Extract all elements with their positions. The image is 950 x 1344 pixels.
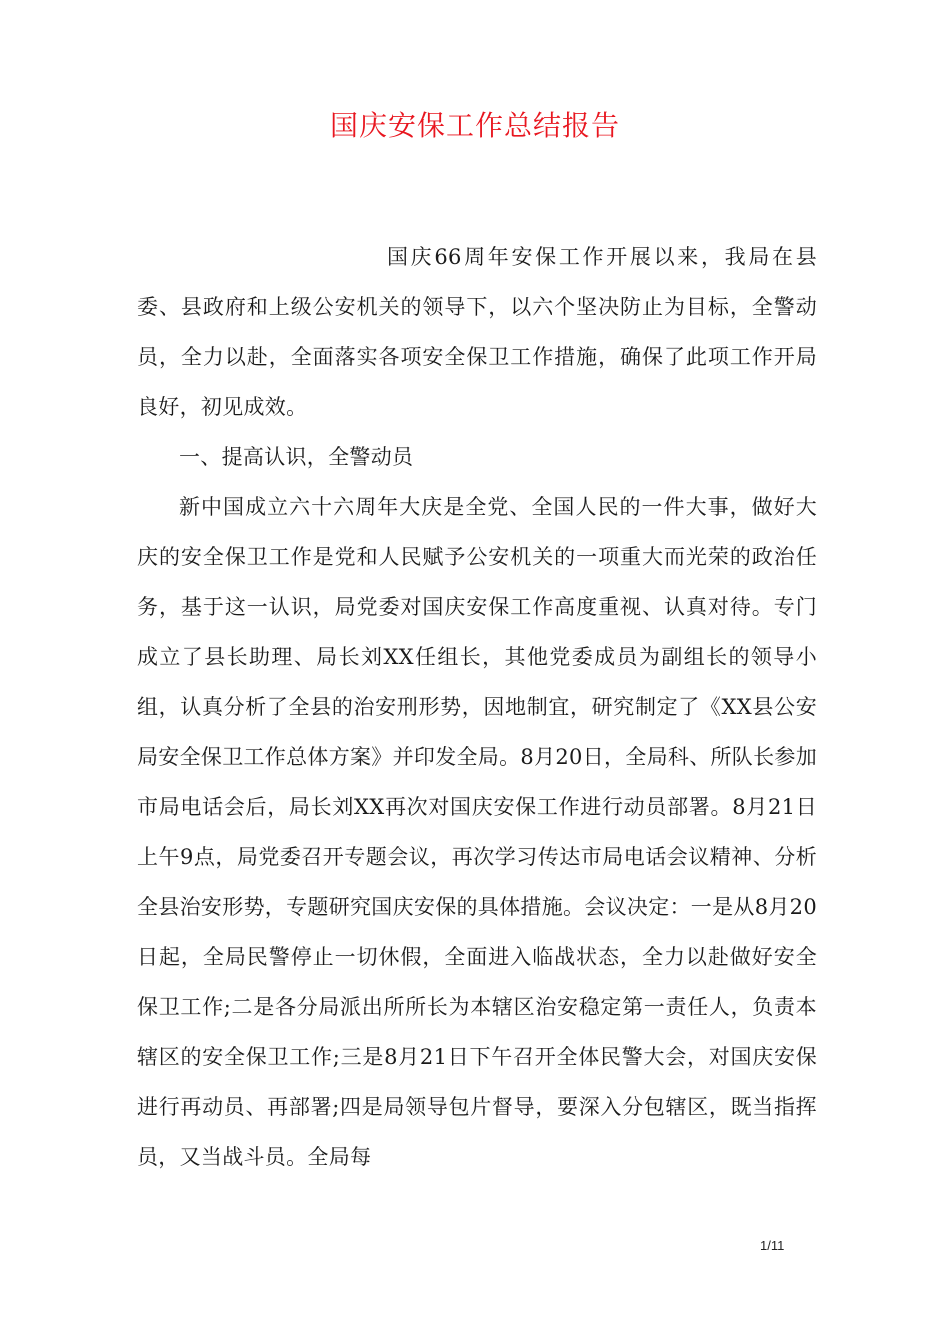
body-paragraph: 新中国成立六十六周年大庆是全党、全国人民的一件大事，做好大庆的安全保卫工作是党和人民赋予公安机关的一项重大而光荣的政治任务，基于这一认识，局党委对国庆安保工作高度重视、认真对待。专门成立了县长助理、局长刘XX任组长，其他党委成员为副组长的领导小组，认真分析了全县的治安刑形势，因地制宜，研究制定了《XX县公安局安全保卫工作总体方案》并印发全局。8月20日，全局科、所队长参加市局电话会后，局长刘XX再次对国庆安保工作进行动员部署。8月21日上午9点，局党委召开专题会议，再次学习传达市局电话会议精神、分析全县治安形势，专题研究国庆安保的具体措施。会议决定：一是从8月20日起，全局民警停止一切休假，全面进入临战状态，全力以赴做好安全保卫工作;二是各分局派出所所长为本辖区治安稳定第一责任人，负责本辖区的安全保卫工作;三是8月21日下午召开全体民警大会，对国庆安保进行再动员、再部署;四是局领导包片督导，要深入分包辖区，既当指挥员，又当战斗员。全局每 [137, 495, 817, 1169]
document-body [137, 232, 817, 1182]
section-heading: 一、提高认识，全警动员 [179, 445, 414, 469]
page-number: 1/11 [760, 1238, 785, 1253]
document-title: 国庆安保工作总结报告 [329, 109, 620, 142]
intro-paragraph: 国庆66周年安保工作开展以来，我局在县委、县政府和上级公安机关的领导下，以六个坚决防止为目标，全警动员，全力以赴，全面落实各项安全保卫工作措施，确保了此项工作开局良好，初见成效。 [137, 245, 817, 419]
